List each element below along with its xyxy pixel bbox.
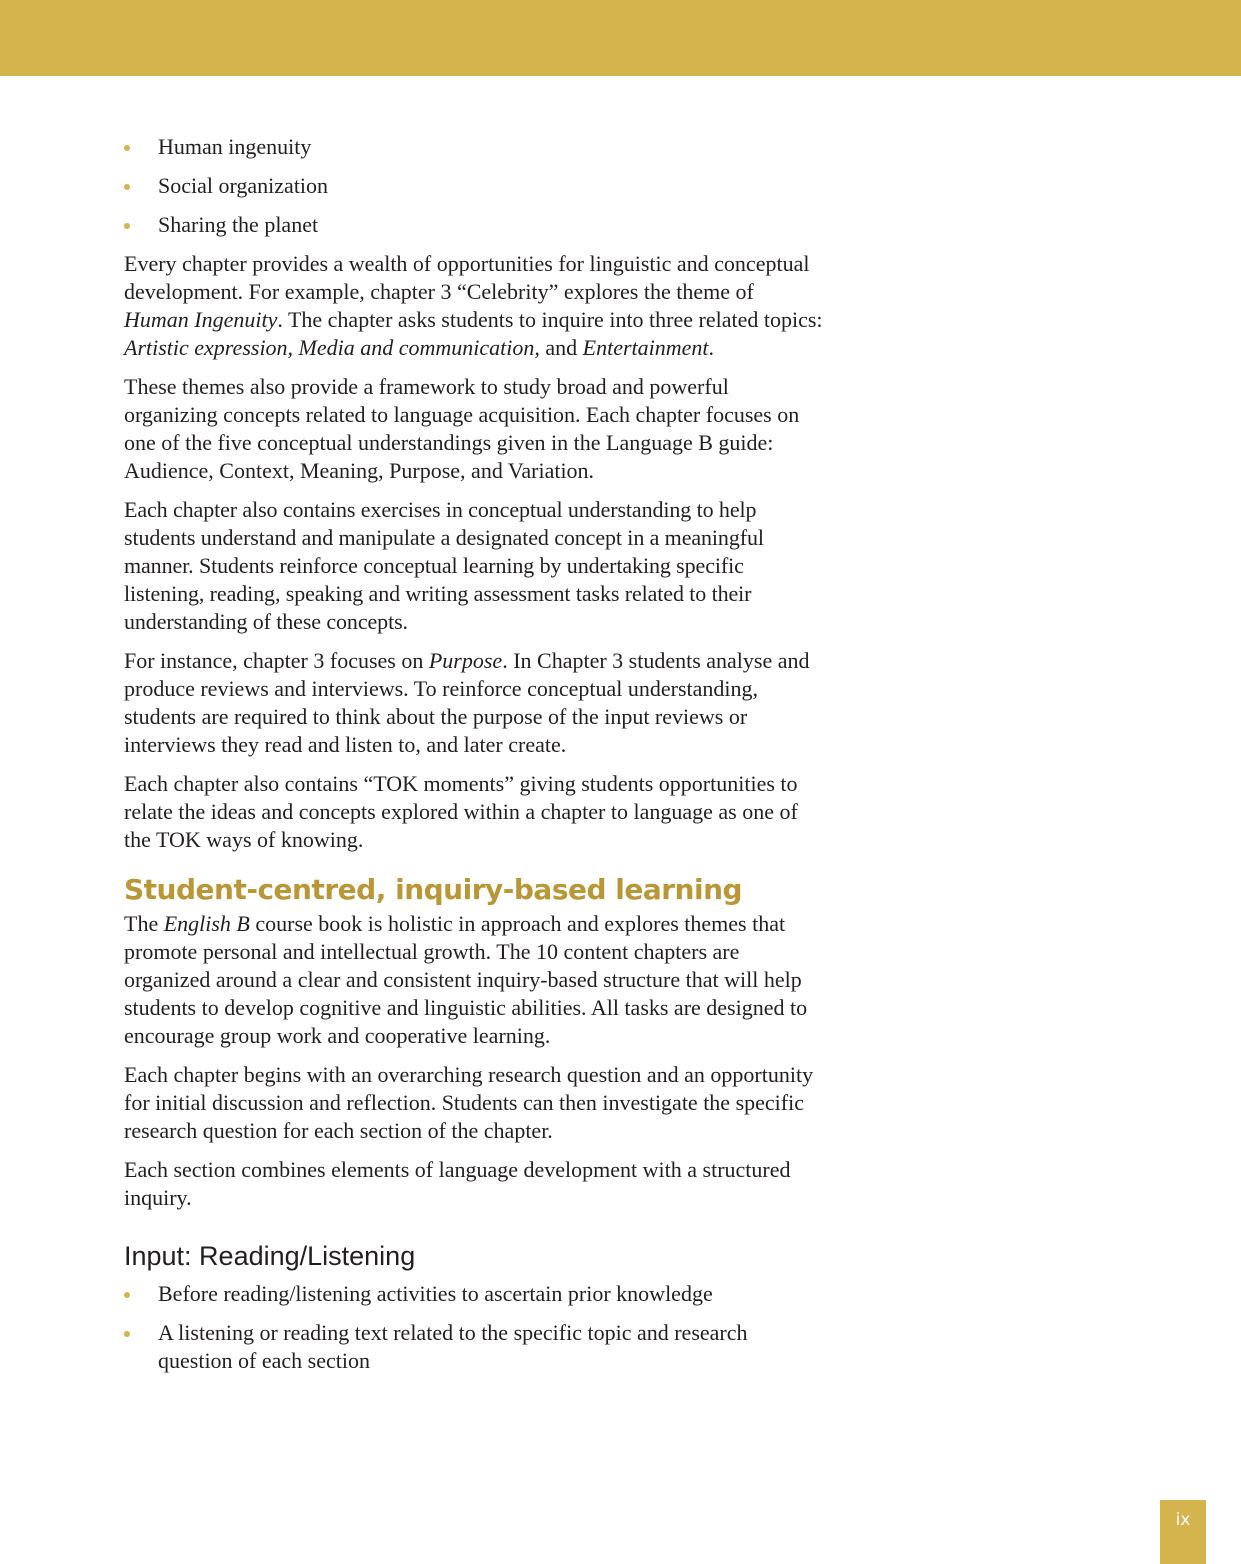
text-run: Every chapter provides a wealth of opportunities for linguistic and conceptual development. For example, chapter 3 “Celebrity” explores the theme of bbox=[124, 251, 810, 304]
italic-text: English B bbox=[163, 911, 250, 936]
page-number-tab bbox=[1160, 1500, 1206, 1564]
text-run: course book is holistic in approach and explores themes that promote personal and intellectual growth. The 10 content chapters are organized around a clear and consistent inquiry-based structure that will help students to develop cognitive and linguistic abilities. All tasks are designed to encourage group work and cooperative learning. bbox=[124, 911, 808, 1048]
list-item-text: Social organization bbox=[158, 173, 329, 198]
paragraph-research-question: Each chapter begins with an overarching research question and an opportunity for initial discussion and reflection. Students can then investigate the specific research question for each section of the chapter. bbox=[124, 1062, 814, 1143]
theme-bullet-list bbox=[124, 133, 824, 239]
sub-heading: Input: Reading/Listening bbox=[124, 1241, 416, 1271]
italic-text: Artistic expression, Media and communication, bbox=[124, 335, 540, 360]
bullet-dot-icon bbox=[124, 1331, 130, 1337]
list-item-text: Before reading/listening activities to ascertain prior knowledge bbox=[158, 1281, 713, 1306]
text-run: . bbox=[708, 335, 715, 360]
page-number: ix bbox=[1175, 1510, 1191, 1530]
list-item bbox=[124, 1280, 824, 1308]
italic-text: Human Ingenuity bbox=[124, 307, 278, 332]
text-run: . The chapter asks students to inquire into three related topics: bbox=[277, 307, 823, 332]
list-item bbox=[124, 133, 824, 161]
paragraph-holistic-approach bbox=[124, 910, 824, 1050]
list-item-text: Human ingenuity bbox=[158, 134, 312, 159]
italic-text: Purpose bbox=[428, 648, 503, 673]
paragraph-structured-inquiry: Each section combines elements of language development with a structured inquiry. bbox=[124, 1157, 791, 1210]
list-item bbox=[124, 211, 824, 239]
header-band bbox=[0, 0, 1241, 76]
bullet-dot-icon bbox=[124, 223, 130, 229]
list-item bbox=[124, 1319, 824, 1375]
bullet-dot-icon bbox=[124, 145, 130, 151]
text-run: The bbox=[124, 911, 164, 936]
list-item-text: Sharing the planet bbox=[158, 212, 319, 237]
text-run: For instance, chapter 3 focuses on bbox=[124, 648, 429, 673]
paragraph-purpose-example bbox=[124, 647, 824, 759]
italic-text: Entertainment bbox=[582, 335, 709, 360]
paragraph-themes-framework: These themes also provide a framework to study broad and powerful organizing concepts related to language acquisition. Each chapter focuses on one of the five conceptual understandings given in the Language B guide: Audience, Context, Meaning, Purpose, and Variation. bbox=[124, 374, 800, 483]
bullet-dot-icon bbox=[124, 1292, 130, 1298]
paragraph-tok-moments: Each chapter also contains “TOK moments” giving students opportunities to relate the ideas and concepts explored within a chapter to language as one of the TOK ways of knowing. bbox=[124, 771, 798, 852]
list-item-text: A listening or reading text related to the specific topic and research question of each section bbox=[158, 1320, 748, 1373]
paragraph-conceptual-exercises: Each chapter also contains exercises in conceptual understanding to help students understand and manipulate a designated concept in a meaningful manner. Students reinforce conceptual learning by undertaking specific listening, reading, speaking and writing assessment tasks related to their understanding of these concepts. bbox=[124, 497, 764, 634]
bullet-dot-icon bbox=[124, 184, 130, 190]
text-run: and bbox=[539, 335, 583, 360]
section-heading: Student-centred, inquiry-based learning bbox=[124, 873, 743, 906]
list-item bbox=[124, 172, 824, 200]
page-content bbox=[124, 133, 824, 1386]
text-run: . In Chapter 3 students analyse and produce reviews and interviews. To reinforce conceptual understanding, students are required to think about the purpose of the input reviews or interviews they read and listen to, and later create. bbox=[124, 648, 810, 757]
paragraph-chapter-opportunities bbox=[124, 250, 824, 362]
input-bullet-list bbox=[124, 1280, 824, 1375]
